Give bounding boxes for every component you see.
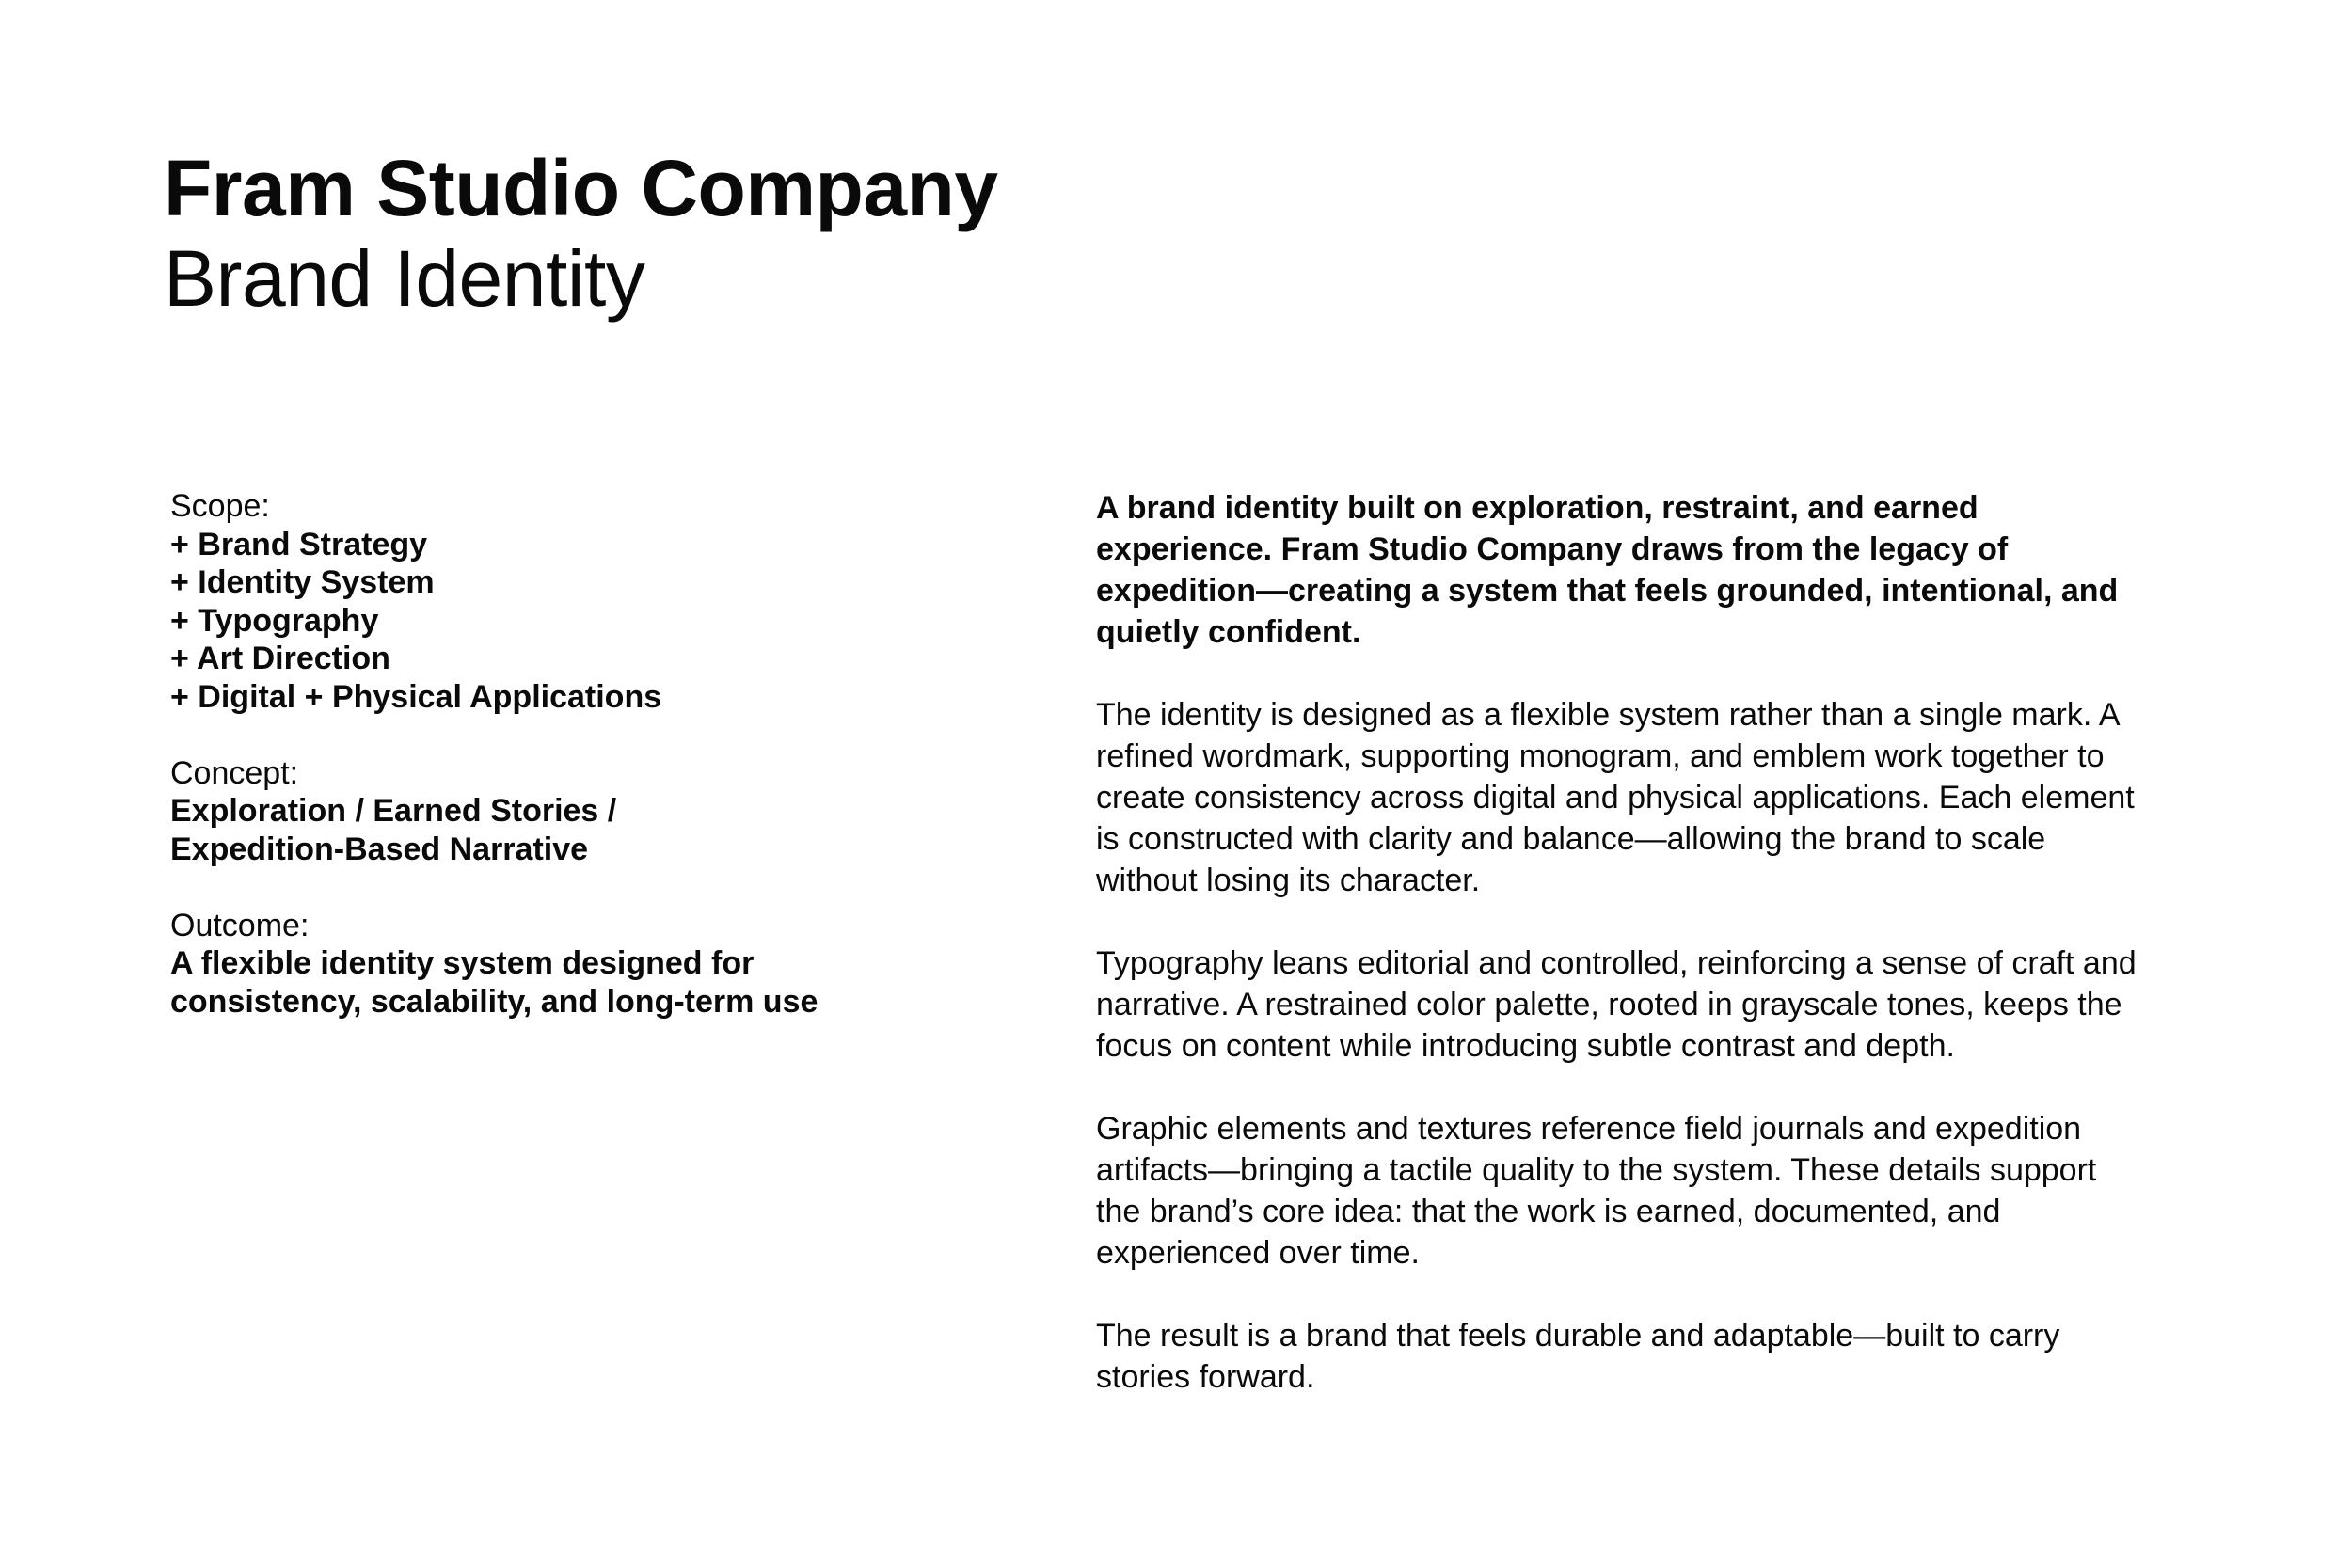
body-paragraph: Graphic elements and textures reference field journals and expedition artifacts—bringing a tactile quality to the system. These details support the brand’s core idea: that the work is earned, documented, and experienced over time. bbox=[1096, 1111, 2097, 1271]
project-details bbox=[170, 487, 998, 1059]
outcome-label: Outcome: bbox=[170, 907, 310, 943]
scope-item: + Typography bbox=[170, 602, 379, 639]
outcome-section bbox=[170, 907, 998, 1022]
scope-item: + Identity System bbox=[170, 564, 435, 600]
concept-text-line: Expedition-Based Narrative bbox=[170, 831, 589, 867]
scope-item: + Brand Strategy bbox=[170, 526, 428, 562]
project-description bbox=[1096, 487, 2150, 1439]
concept-text-line: Exploration / Earned Stories / bbox=[170, 793, 617, 829]
outcome-text-line: A flexible identity system designed for bbox=[170, 945, 755, 981]
scope-label: Scope: bbox=[170, 488, 270, 524]
page-title: Fram Studio Company bbox=[164, 144, 998, 232]
body-paragraph: The identity is designed as a flexible system rather than a single mark. A refined wordmark, supporting monogram, and emblem work together to create consistency across digital and physical applications. Each element is constructed with clarity and balance—allowing the brand to scale without losing its character. bbox=[1096, 697, 2135, 898]
scope-section bbox=[170, 487, 998, 716]
intro-paragraph: A brand identity built on exploration, restraint, and earned experience. Fram Studio Company draws from the legacy of expedition—creating a system that feels grounded, intentional, and quietly confident. bbox=[1096, 490, 2119, 650]
page-subtitle: Brand Identity bbox=[164, 234, 645, 323]
scope-item: + Digital + Physical Applications bbox=[170, 678, 662, 715]
concept-label: Concept: bbox=[170, 754, 299, 791]
body-paragraph: The result is a brand that feels durable and adaptable—built to carry stories forward. bbox=[1096, 1318, 2060, 1395]
scope-item: + Art Direction bbox=[170, 641, 390, 676]
concept-section bbox=[170, 754, 998, 869]
page-header bbox=[164, 143, 998, 324]
outcome-text-line: consistency, scalability, and long-term use bbox=[170, 983, 818, 1020]
body-paragraph: Typography leans editorial and controlled, reinforcing a sense of craft and narrative. A restrained color palette, rooted in grayscale tones, keeps the focus on content while introducing subtle contrast and depth. bbox=[1096, 945, 2137, 1064]
scope-list bbox=[170, 526, 998, 717]
